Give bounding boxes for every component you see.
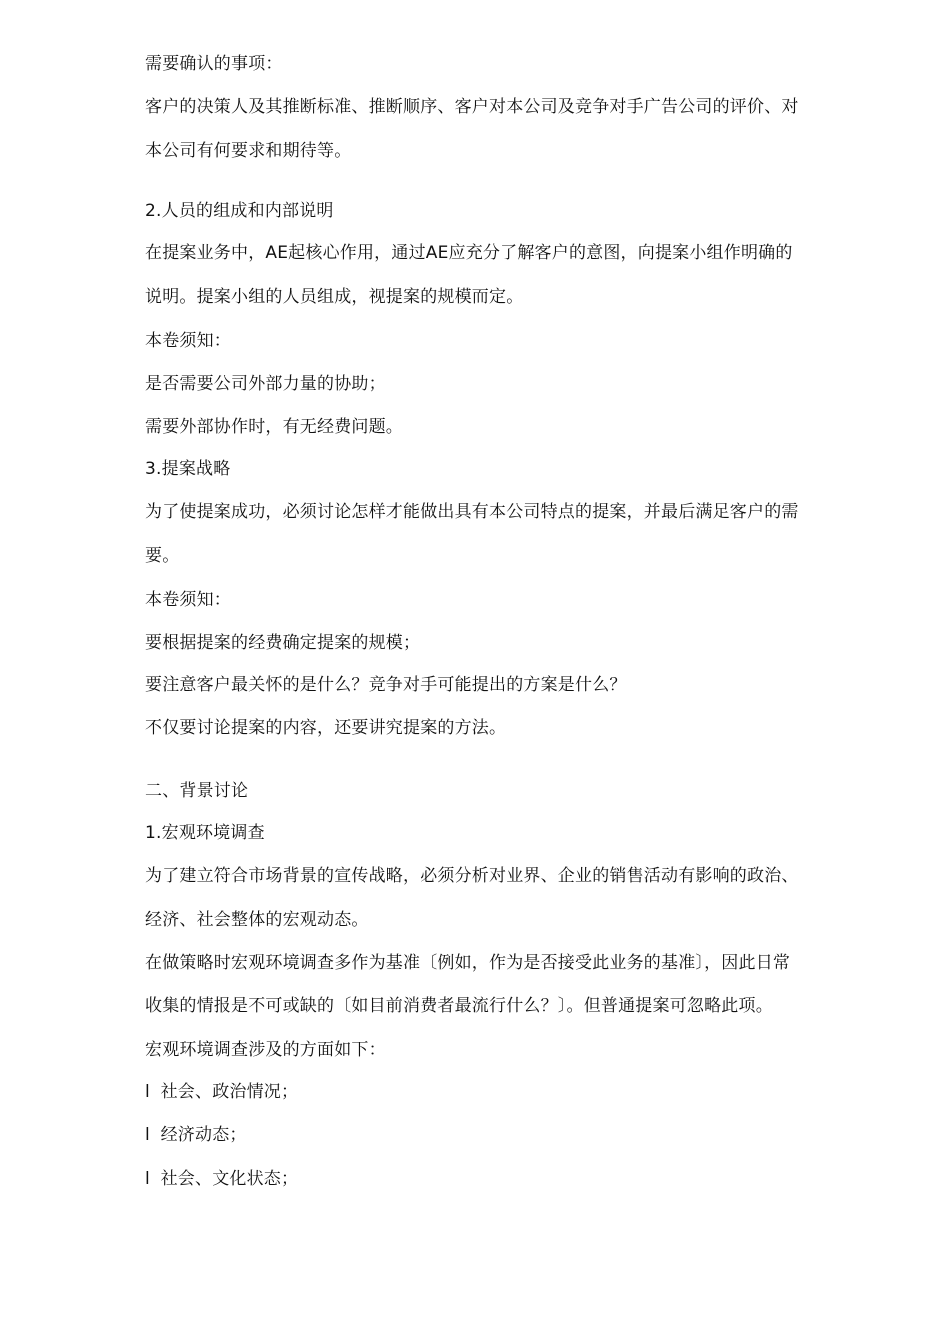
text-line: 在提案业务中，AE起核心作用，通过AE应充分了解客户的意图，向提案小组作明确的 [145, 243, 793, 263]
bullet-marker: l [145, 1169, 150, 1189]
bullet-text: 社会、文化状态； [160, 1169, 299, 1189]
text-line: 为了建立符合市场背景的宣传战略，必须分析对业界、企业的销售活动有影响的政治、 [145, 866, 799, 886]
text-line: 本公司有何要求和期待等。 [145, 141, 352, 161]
bullet-item [145, 1166, 885, 1192]
bullet-text: 经济动态； [160, 1125, 247, 1145]
text-line: 要注意客户最关怀的是什么？竞争对手可能提出的方案是什么？ [145, 675, 627, 695]
section-heading: 1.宏观环境调查 [145, 823, 265, 843]
chapter-heading: 二、背景讨论 [145, 781, 249, 801]
text-line: 不仅要讨论提案的内容，还要讲究提案的方法。 [145, 718, 507, 738]
text-line: 客户的决策人及其推断标准、推断顺序、客户对本公司及竞争对手广告公司的评价、对 [145, 97, 799, 117]
text-line: 宏观环境调查涉及的方面如下： [145, 1040, 386, 1060]
text-line: 收集的情报是不可或缺的〔如目前消费者最流行什么？〕。但普通提案可忽略此项。 [145, 996, 773, 1016]
text-line: 经济、社会整体的宏观动态。 [145, 910, 369, 930]
text-line: 要。 [145, 546, 180, 566]
text-line: 本卷须知： [145, 331, 231, 351]
section-heading: 3.提案战略 [145, 459, 231, 479]
bullet-marker: l [145, 1125, 150, 1145]
bullet-text: 社会、政治情况； [160, 1082, 299, 1102]
section-heading: 2.人员的组成和内部说明 [145, 201, 334, 221]
bullet-item [145, 1079, 885, 1105]
text-line: 需要确认的事项： [145, 54, 283, 74]
text-line: 为了使提案成功，必须讨论怎样才能做出具有本公司特点的提案，并最后满足客户的需 [145, 502, 799, 522]
text-line: 要根据提案的经费确定提案的规模； [145, 633, 421, 653]
text-line: 在做策略时宏观环境调查多作为基准〔例如，作为是否接受此业务的基准〕，因此日常 [145, 953, 791, 973]
text-line: 本卷须知： [145, 590, 231, 610]
text-line: 是否需要公司外部力量的协助； [145, 374, 386, 394]
text-line: 说明。提案小组的人员组成，视提案的规模而定。 [145, 287, 524, 307]
bullet-item [145, 1122, 885, 1148]
text-line: 需要外部协作时，有无经费问题。 [145, 417, 403, 437]
bullet-marker: l [145, 1082, 150, 1102]
